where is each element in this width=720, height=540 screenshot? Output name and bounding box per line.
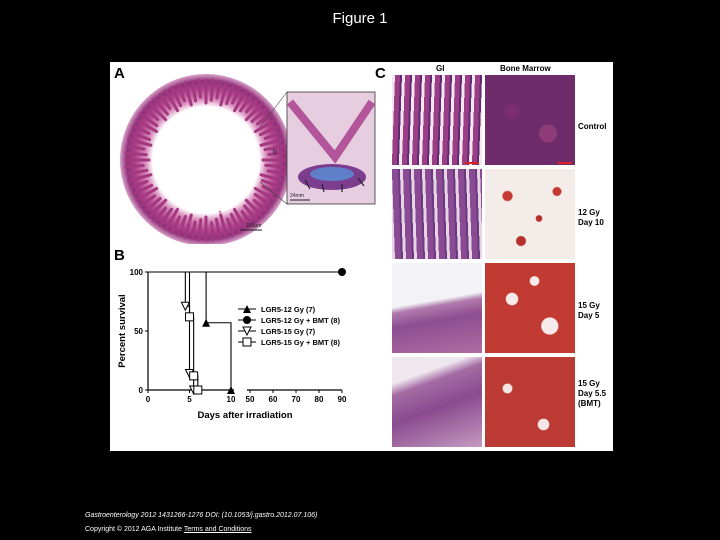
data-point: [243, 316, 251, 324]
data-point: [338, 268, 346, 276]
panel-b-letter: B: [114, 247, 125, 264]
x-tick-label: 0: [145, 395, 151, 404]
bone-marrow-12gy-image: [485, 169, 575, 259]
gi-control-image: [392, 75, 482, 165]
figure-image: [110, 62, 613, 451]
panel-b: [110, 247, 380, 451]
copyright-text: Copyright © 2012 AGA Institute: [85, 526, 182, 533]
y-tick-label: 100: [129, 268, 143, 277]
panel-a: [110, 62, 380, 244]
data-point: [194, 386, 202, 394]
citation-text: Gastroenterology 2012 1431266-1276 DOI: (10.1053/j.gastro.2012.07.106): [85, 512, 318, 519]
inset-mark-b: b: [273, 149, 277, 156]
data-point: [190, 372, 198, 380]
footer-citation: [85, 512, 317, 519]
x-tick-label: 70: [291, 395, 301, 404]
scale-bar: [558, 162, 572, 164]
bone-marrow-15gy-image: [485, 263, 575, 353]
x-tick-label: 50: [245, 395, 255, 404]
column-header-bone-marrow: Bone Marrow: [500, 64, 551, 73]
y-tick-label: 50: [134, 327, 143, 336]
column-header-gi: GI: [436, 64, 445, 73]
gi-12gy-image: [392, 169, 482, 259]
scale-bar: [465, 162, 479, 164]
data-point: [186, 313, 194, 321]
bone-marrow-15gy-bmt-image: [485, 357, 575, 447]
page-title: Figure 1: [332, 10, 388, 27]
x-tick-label: 10: [226, 395, 236, 404]
legend-label: LGR5-12 Gy (7): [261, 305, 316, 314]
footer-copyright: [85, 526, 252, 533]
panel-a-letter: A: [114, 65, 125, 82]
legend-label: LGR5-15 Gy + BMT (8): [261, 338, 340, 347]
survival-chart: [110, 247, 380, 451]
legend-label: LGR5-12 Gy + BMT (8): [261, 316, 340, 325]
row-label-12gy: 12 Gy Day 10: [578, 208, 604, 227]
x-axis-label: Days after irradiation: [197, 410, 293, 421]
data-point: [243, 338, 251, 346]
y-axis-label: Percent survival: [117, 294, 128, 368]
legend-label: LGR5-15 Gy (7): [261, 327, 316, 336]
x-tick-label: 60: [268, 395, 278, 404]
terms-link[interactable]: Terms and Conditions: [183, 526, 252, 533]
y-tick-label: 0: [138, 386, 143, 395]
gi-15gy-image: [392, 263, 482, 353]
row-label-15gy-bmt: 15 Gy Day 5.5 (BMT): [578, 379, 607, 408]
panel-c-letter: C: [375, 65, 386, 82]
x-tick-label: 80: [314, 395, 324, 404]
inset-scale-label: 24mm: [290, 193, 304, 199]
bone-marrow-control-image: [485, 75, 575, 165]
main-scale-label: 200μm: [246, 223, 262, 229]
gi-15gy-bmt-image: [392, 357, 482, 447]
row-label-15gy: 15 Gy Day 5: [578, 301, 600, 320]
intestine-cross-section: [110, 62, 380, 244]
x-tick-label: 90: [337, 395, 347, 404]
row-label-control: Control: [578, 122, 607, 131]
x-tick-label: 5: [187, 395, 192, 404]
